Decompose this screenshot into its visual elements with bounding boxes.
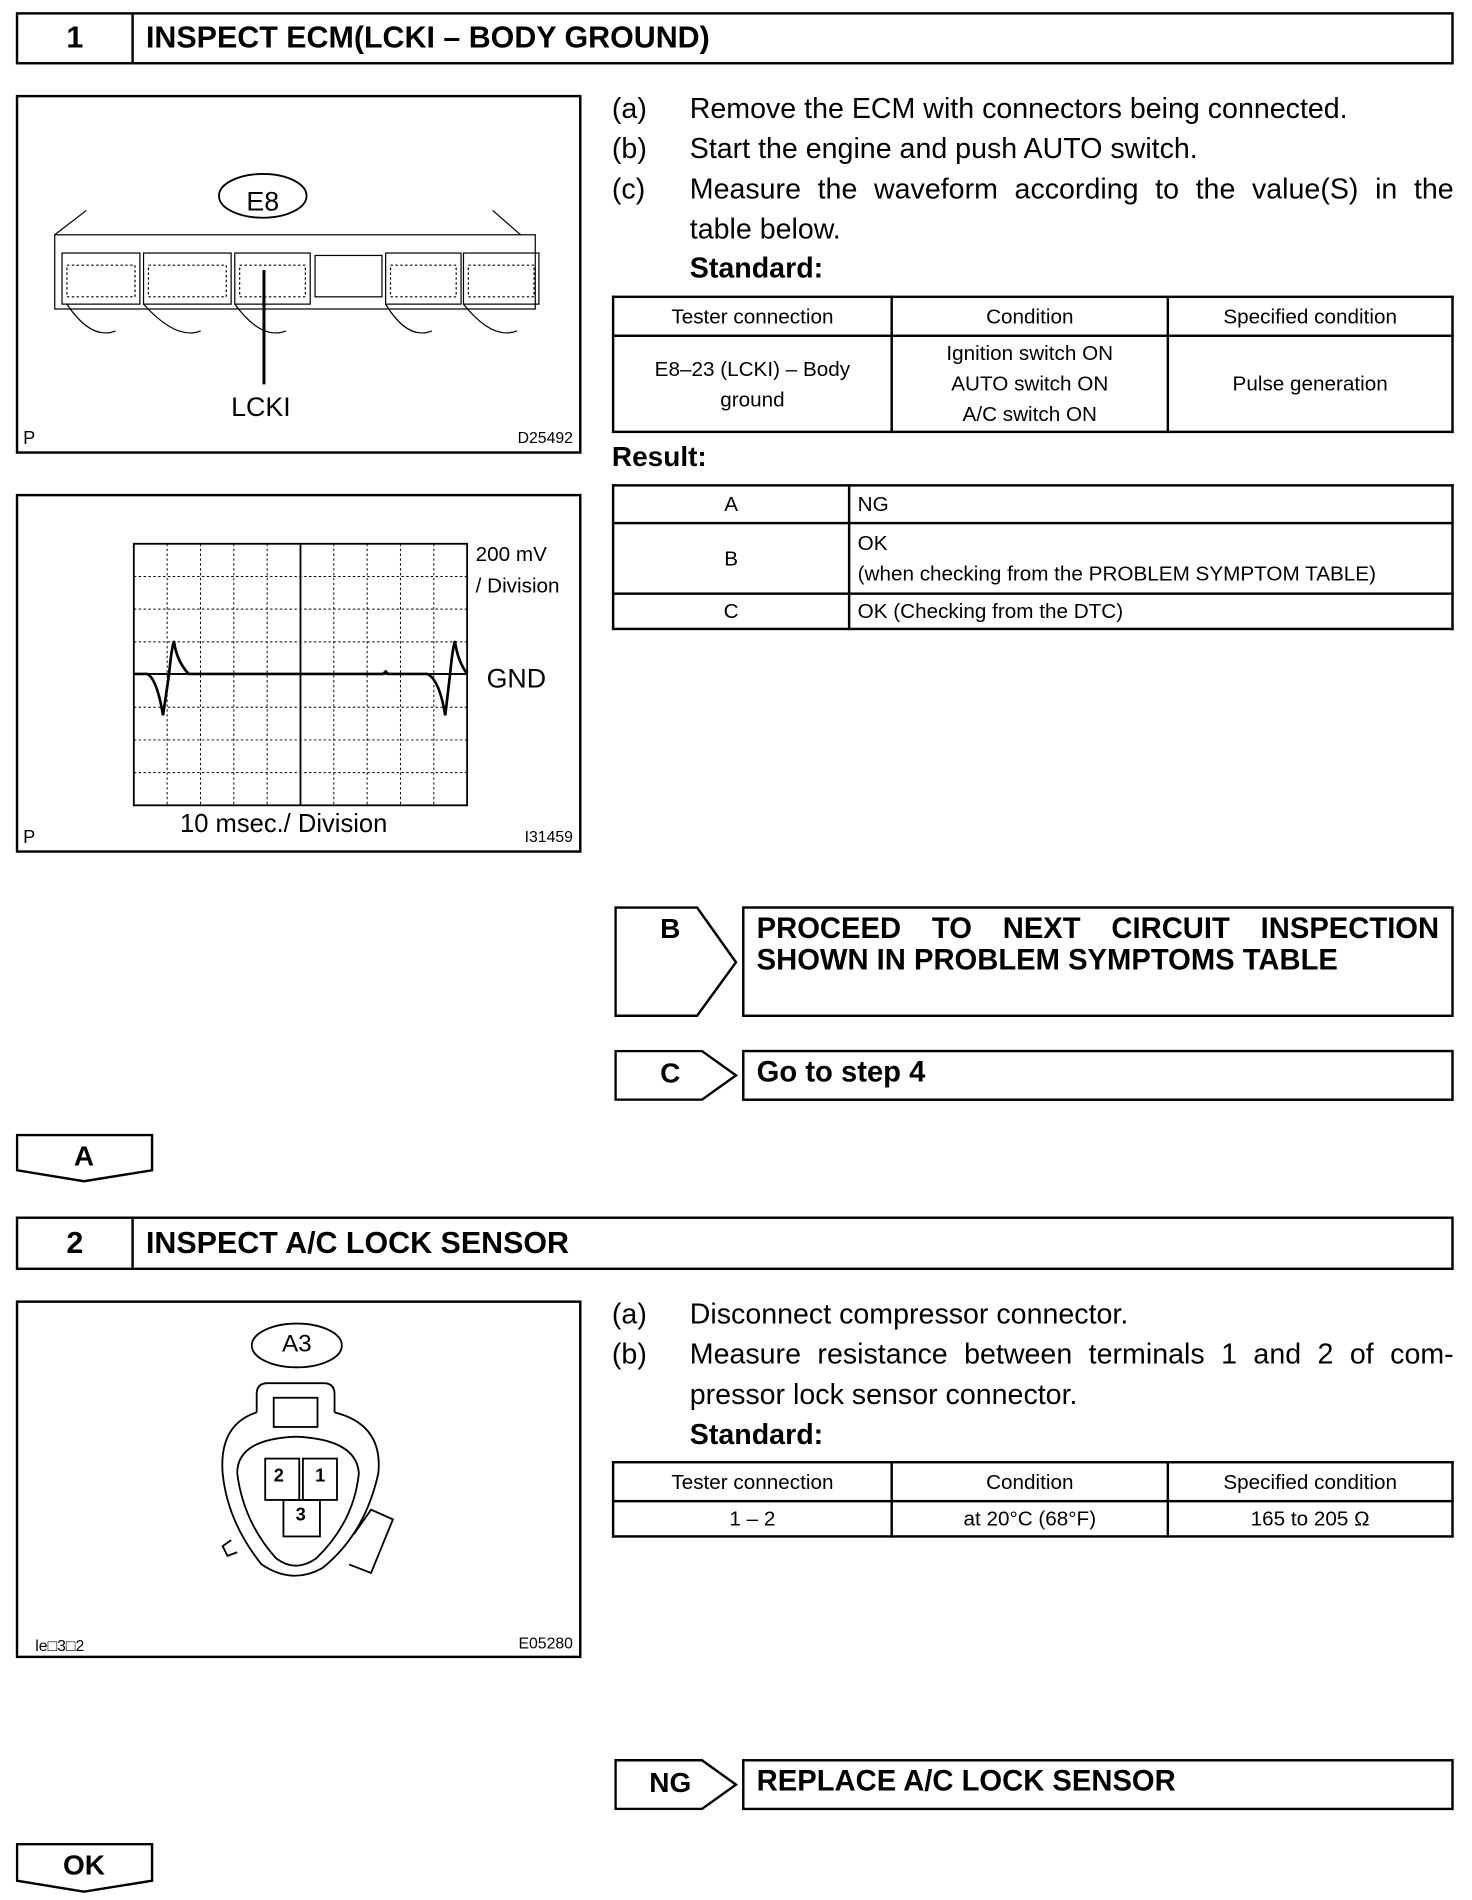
standard-label: Standard: [689, 251, 824, 284]
step-text: Remove the ECM with connectors being connected. [689, 92, 1348, 125]
result-label: Result: [611, 440, 707, 473]
result-key: A [613, 485, 849, 523]
result-value [849, 523, 1452, 594]
figure-corner-mark: P [23, 827, 36, 848]
figure-code: E05280 [518, 1633, 573, 1653]
table-header: Tester connection [613, 297, 892, 336]
branch-b-label: B [660, 912, 681, 945]
terminal-label: LCKI [231, 391, 291, 423]
result-value-line: OK [857, 531, 888, 555]
ecm-connector-figure [16, 95, 582, 454]
table-cell: 165 to 205 Ω [1168, 1501, 1453, 1536]
step-label: (a) [611, 1298, 647, 1330]
step-number: 2 [18, 1219, 134, 1268]
step-number: 1 [18, 15, 134, 62]
branch-c-label: C [660, 1057, 681, 1089]
table-header: Condition [892, 297, 1168, 336]
figure-corner-mark: P [23, 428, 36, 449]
table-cell: E8–23 (LCKI) – Body ground [613, 336, 892, 432]
table-row [613, 485, 1452, 523]
table-row [613, 336, 1452, 432]
step-title: INSPECT ECM(LCKI – BODY GROUND) [145, 20, 710, 55]
pin-label: 1 [315, 1465, 326, 1487]
table-row [613, 594, 1452, 629]
figure-code: I31459 [524, 827, 573, 846]
next-ok-label: OK [62, 1849, 105, 1881]
action-text: PROCEED TO NEXT CIRCUIT INSPECTION [756, 912, 1440, 946]
pin-label: 2 [273, 1465, 284, 1487]
step-label: (c) [611, 172, 646, 205]
step2-instructions [612, 1294, 1454, 1464]
step2-header [16, 1217, 1454, 1271]
standard-table [612, 296, 1454, 433]
step-text: Measure resistance between terminals 1 and 2 of com-pressor lock sensor connector. [689, 1338, 1454, 1410]
result-table [612, 484, 1454, 630]
step-text: Disconnect compressor connector. [689, 1298, 1129, 1330]
step-text: Start the engine and push AUTO switch. [689, 132, 1198, 165]
step-title: INSPECT A/C LOCK SENSOR [145, 1225, 569, 1260]
result-key: B [613, 523, 849, 594]
action-text: SHOWN IN PROBLEM SYMPTOMS TABLE [756, 944, 1338, 977]
table-header: Specified condition [1168, 1462, 1453, 1501]
step-label: (a) [611, 92, 647, 125]
step1-instructions [612, 89, 1454, 296]
table-cell: at 20°C (68°F) [892, 1501, 1168, 1536]
condition-line: Ignition switch ON [946, 341, 1114, 365]
table-row [613, 1501, 1452, 1536]
next-a-label: A [73, 1139, 95, 1172]
table-cell: 1 – 2 [613, 1501, 892, 1536]
result-value: NG [849, 485, 1452, 523]
connector-label: A3 [281, 1330, 312, 1358]
condition-line: A/C switch ON [962, 402, 1097, 426]
result-value: OK (Checking from the DTC) [849, 594, 1452, 629]
step1-header [16, 12, 1454, 64]
pin-label: 3 [295, 1504, 306, 1526]
volts-division-label: / Division [475, 574, 560, 598]
ecm-connector-diagram [18, 97, 579, 451]
condition-line: AUTO switch ON [951, 372, 1109, 396]
branch-ng-label: NG [649, 1766, 692, 1798]
table-header: Condition [892, 1462, 1168, 1501]
result-key: C [613, 594, 849, 629]
standard-table [612, 1461, 1454, 1538]
table-cell [892, 336, 1168, 432]
branch-ng-action[interactable]: REPLACE A/C LOCK SENSOR [742, 1759, 1454, 1810]
step-label: (b) [611, 132, 647, 165]
table-header: Tester connection [613, 1462, 892, 1501]
volts-per-division: 200 mV [475, 542, 547, 566]
time-per-division: 10 msec./ Division [180, 810, 388, 839]
table-row [613, 523, 1452, 594]
step-label: (b) [611, 1338, 647, 1370]
standard-label: Standard: [689, 1418, 824, 1451]
step-text: Measure the waveform according to the value(S) in the table below. [689, 172, 1454, 245]
branch-b-action[interactable] [742, 906, 1454, 1017]
waveform-figure [16, 494, 582, 853]
result-value-line: (when checking from the PROBLEM SYMPTOM TABLE) [857, 562, 1376, 586]
table-cell: Pulse generation [1168, 336, 1453, 432]
connector-label: E8 [246, 186, 280, 217]
gnd-label: GND [486, 662, 547, 694]
lock-sensor-connector-figure [16, 1300, 582, 1658]
figure-code: D25492 [517, 428, 573, 447]
branch-c-action[interactable]: Go to step 4 [742, 1050, 1454, 1101]
table-header: Specified condition [1168, 297, 1453, 336]
figure-corner-mark: le□3□2 [35, 1636, 85, 1655]
